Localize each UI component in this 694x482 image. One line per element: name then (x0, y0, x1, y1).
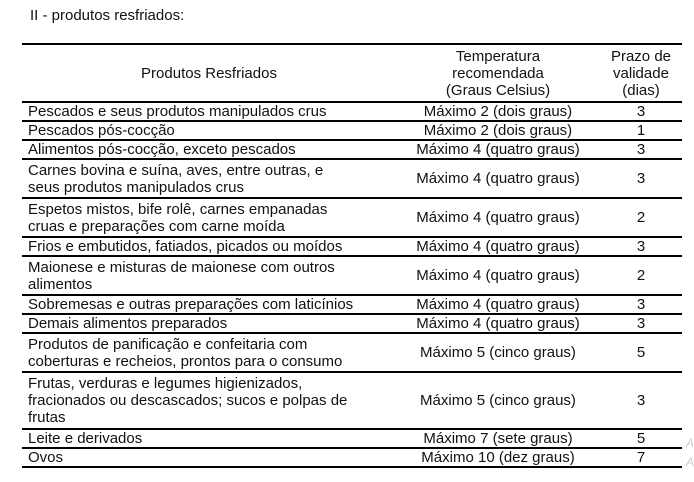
cell-validity-days: 2 (600, 256, 682, 295)
cell-validity-days: 2 (600, 198, 682, 237)
cell-temperature: Máximo 4 (quatro graus) (390, 256, 600, 295)
table-row (22, 448, 682, 467)
cell-product: Frios e embutidos, fatiados, picados ou moídos (22, 237, 390, 256)
table-row (22, 314, 682, 333)
cell-product: Ovos (22, 448, 390, 467)
cell-product: Pescados e seus produtos manipulados crus (22, 102, 390, 121)
cell-temperature: Máximo 4 (quatro graus) (390, 140, 600, 159)
cell-temperature: Máximo 10 (dez graus) (390, 448, 600, 467)
cell-validity-days: 3 (600, 159, 682, 198)
cell-validity-days: 3 (600, 237, 682, 256)
cell-product: Frutas, verduras e legumes higienizados, fracionados ou descascados; sucos e polpas de frutas (22, 372, 390, 429)
table-row (22, 333, 682, 372)
cell-validity-days: 3 (600, 102, 682, 121)
table-header-row (22, 44, 682, 102)
watermark-fragment: A (686, 455, 694, 469)
cell-product: Maionese e misturas de maionese com outros alimentos (22, 256, 390, 295)
cell-temperature: Máximo 5 (cinco graus) (390, 372, 600, 429)
cell-validity-days: 5 (600, 429, 682, 448)
table-row (22, 256, 682, 295)
table-row (22, 372, 682, 429)
cell-temperature: Máximo 4 (quatro graus) (390, 159, 600, 198)
table-row (22, 429, 682, 448)
table-row (22, 159, 682, 198)
header-validity: Prazo de validade (dias) (600, 44, 682, 102)
table-row (22, 198, 682, 237)
watermark-fragment: A (686, 436, 694, 450)
cell-product: Leite e derivados (22, 429, 390, 448)
cell-product: Espetos mistos, bife rolê, carnes empanadas cruas e preparações com carne moída (22, 198, 390, 237)
cell-validity-days: 1 (600, 121, 682, 140)
cell-validity-days: 7 (600, 448, 682, 467)
section-heading: II - produtos resfriados: (30, 7, 185, 24)
cell-product: Produtos de panificação e confeitaria com coberturas e recheios, prontos para o consumo (22, 333, 390, 372)
refrigerated-products-table (22, 43, 682, 468)
table-row (22, 295, 682, 314)
cell-validity-days: 3 (600, 295, 682, 314)
cell-temperature: Máximo 4 (quatro graus) (390, 314, 600, 333)
cell-temperature: Máximo 4 (quatro graus) (390, 295, 600, 314)
table-row (22, 140, 682, 159)
cell-temperature: Máximo 2 (dois graus) (390, 121, 600, 140)
table-row (22, 237, 682, 256)
table-row (22, 121, 682, 140)
cell-temperature: Máximo 4 (quatro graus) (390, 237, 600, 256)
cell-product: Sobremesas e outras preparações com laticínios (22, 295, 390, 314)
cell-validity-days: 5 (600, 333, 682, 372)
cell-product: Demais alimentos preparados (22, 314, 390, 333)
cell-validity-days: 3 (600, 314, 682, 333)
cell-validity-days: 3 (600, 140, 682, 159)
cell-temperature: Máximo 5 (cinco graus) (390, 333, 600, 372)
cell-product: Carnes bovina e suína, aves, entre outras, e seus produtos manipulados crus (22, 159, 390, 198)
cell-product: Alimentos pós-cocção, exceto pescados (22, 140, 390, 159)
cell-product: Pescados pós-cocção (22, 121, 390, 140)
cell-temperature: Máximo 2 (dois graus) (390, 102, 600, 121)
table-row (22, 102, 682, 121)
cell-validity-days: 3 (600, 372, 682, 429)
cell-temperature: Máximo 4 (quatro graus) (390, 198, 600, 237)
cell-temperature: Máximo 7 (sete graus) (390, 429, 600, 448)
header-temperature: Temperatura recomendada (Graus Celsius) (390, 44, 600, 102)
header-product: Produtos Resfriados (22, 44, 390, 102)
